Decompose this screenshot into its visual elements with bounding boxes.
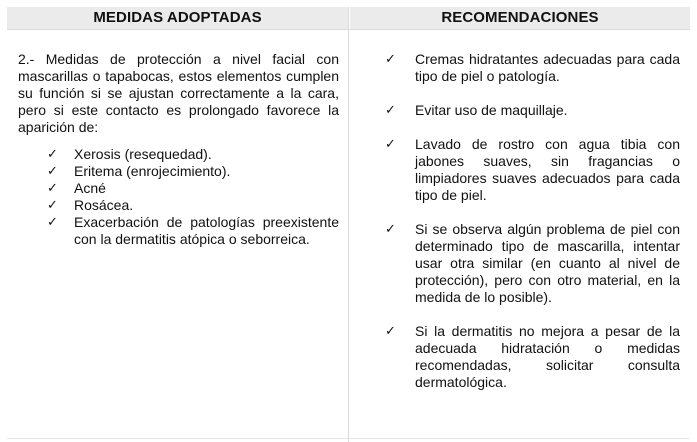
check-icon: ✓ <box>47 181 58 196</box>
check-icon: ✓ <box>385 52 396 67</box>
list-item <box>18 197 339 214</box>
list-item <box>18 146 339 163</box>
symptom-text: Xerosis (resequedad). <box>74 146 212 162</box>
recommendation-text: Lavado de rostro con agua tibia con jabones suaves, sin fragancias o limpiadores suaves adecuados para cada tipo de piel. <box>415 136 680 203</box>
recommendation-text: Si la dermatitis no mejora a pesar de la adecuada hidratación o medidas recomendadas, solicitar consulta dermatológica. <box>415 323 680 390</box>
medidas-cell <box>18 51 339 248</box>
list-item <box>385 323 680 391</box>
symptom-text: Eritema (enrojecimiento). <box>74 163 231 179</box>
symptom-text: Acné <box>74 180 106 196</box>
symptom-text: Rosácea. <box>74 197 134 213</box>
symptom-text: Exacerbación de patologías preexistente con la dermatitis atópica o seborreica. <box>74 214 339 247</box>
header-recomendaciones: RECOMENDACIONES <box>350 7 690 29</box>
recommendation-text: Si se observa algún problema de piel con determinado tipo de mascarilla, intentar usar otra similar (en cuanto al nivel de protección), pero con otro material, en la medida de lo posible). <box>415 221 680 305</box>
check-icon: ✓ <box>385 137 396 152</box>
header-divider <box>7 29 690 30</box>
recommendation-text: Cremas hidratantes adecuadas para cada tipo de piel o patología. <box>415 51 680 84</box>
list-item <box>18 180 339 197</box>
check-icon: ✓ <box>385 222 396 237</box>
list-item <box>385 102 680 119</box>
check-icon: ✓ <box>385 324 396 339</box>
check-icon: ✓ <box>47 147 58 162</box>
list-item <box>385 221 680 306</box>
list-item <box>18 214 339 248</box>
check-icon: ✓ <box>47 198 58 213</box>
recommendation-text: Evitar uso de maquillaje. <box>415 102 568 118</box>
column-divider <box>348 7 349 442</box>
symptom-list <box>18 146 339 248</box>
check-icon: ✓ <box>385 103 396 118</box>
check-icon: ✓ <box>47 164 58 179</box>
list-item <box>385 136 680 204</box>
list-item <box>385 51 680 85</box>
medidas-intro: 2.- Medidas de protección a nivel facial con mascarillas o tapabocas, estos elementos cumplen su función si se ajustan correctamente a la cara, pero si este contacto es prolongado favorece la aparición de: <box>18 51 339 135</box>
check-icon: ✓ <box>47 215 58 230</box>
header-medidas-adoptadas: MEDIDAS ADOPTADAS <box>7 7 348 29</box>
list-item <box>18 163 339 180</box>
bottom-rule <box>7 438 690 439</box>
recomendaciones-cell <box>385 51 680 391</box>
